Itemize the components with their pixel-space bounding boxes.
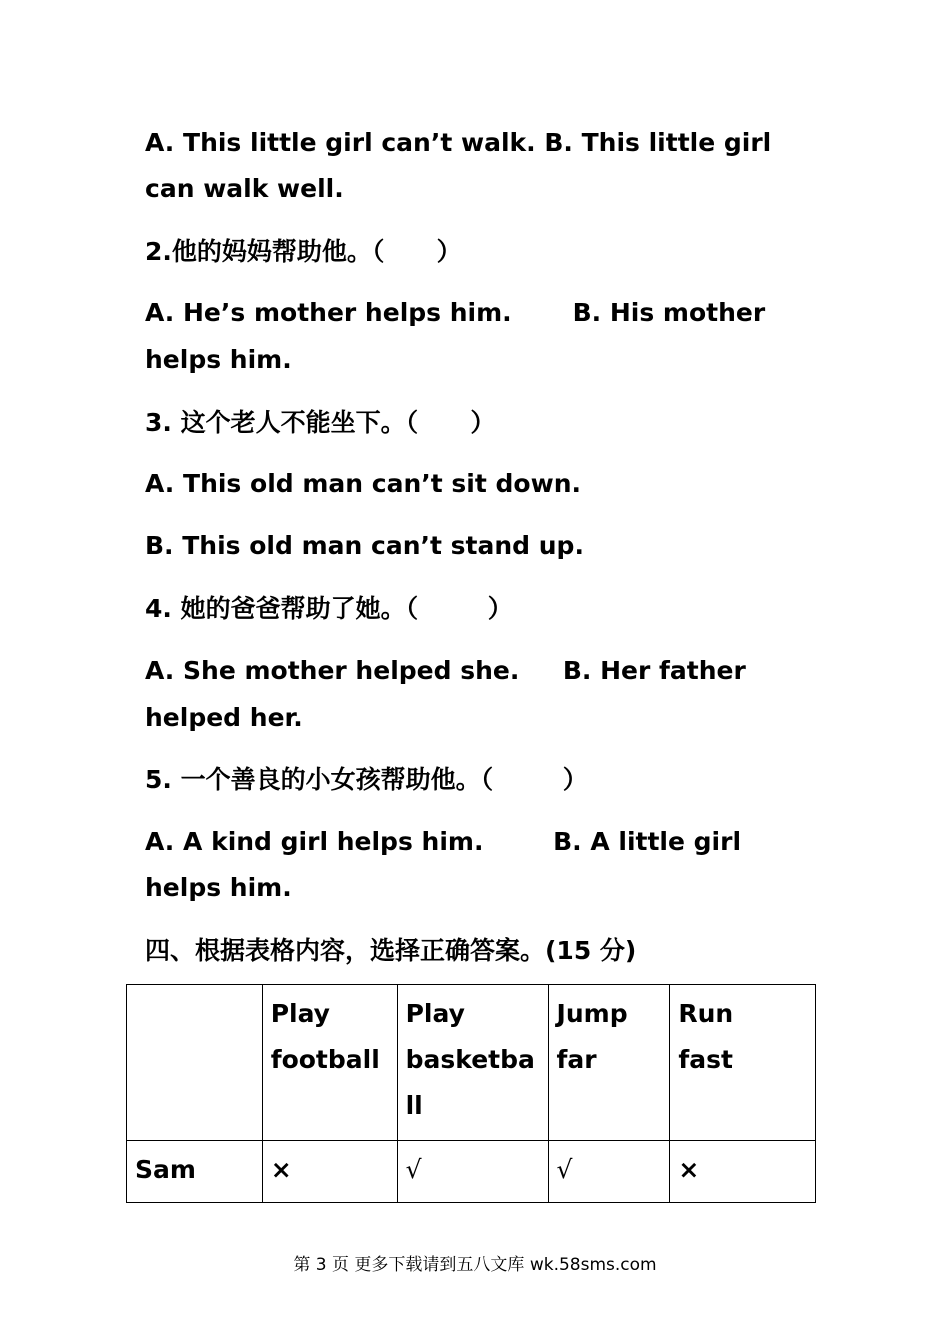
option-q1-line1: A. This little girl can’t walk. B. This little girl bbox=[145, 128, 772, 157]
table-header-play-basketball bbox=[397, 985, 548, 1141]
table-cell-football: × bbox=[262, 1141, 397, 1203]
table-header-jump-far bbox=[548, 985, 670, 1141]
option-q4-line1: A. She mother helped she. B. Her father bbox=[145, 656, 746, 685]
header-label: Play basketba ll bbox=[405, 999, 535, 1120]
option-q3-a: A. This old man can’t sit down. bbox=[145, 469, 581, 498]
option-q3-b: B. This old man can’t stand up. bbox=[145, 531, 584, 560]
table-row bbox=[127, 1141, 816, 1203]
option-q2-line1: A. He’s mother helps him. B. His mother bbox=[145, 298, 766, 327]
table-header-cell-empty bbox=[127, 985, 263, 1141]
table-header-play-football bbox=[262, 985, 397, 1141]
question-5: 5. 一个善良的小女孩帮助他。（ ） bbox=[145, 765, 588, 794]
question-3: 3. 这个老人不能坐下。（ ） bbox=[145, 408, 496, 437]
option-q5-line2: helps him. bbox=[145, 873, 292, 902]
table-header-row bbox=[127, 985, 816, 1141]
question-2: 2.他的妈妈帮助他。（ ） bbox=[145, 237, 462, 266]
option-q2-line2: helps him. bbox=[145, 345, 292, 374]
table-header-run-fast bbox=[670, 985, 816, 1141]
ability-table bbox=[126, 984, 816, 1203]
option-q5-line1: A. A kind girl helps him. B. A little girl bbox=[145, 827, 742, 856]
header-label: Jump far bbox=[556, 999, 628, 1074]
table-cell-name: Sam bbox=[127, 1141, 263, 1203]
page-footer: 第 3 页 更多下载请到五八文库 wk.58sms.com bbox=[293, 1255, 657, 1275]
table-cell-run: × bbox=[670, 1141, 816, 1203]
section-four-heading: 四、根据表格内容，选择正确答案。(15 分) bbox=[145, 936, 637, 965]
header-label: Play football bbox=[270, 999, 380, 1074]
table-cell-jump: √ bbox=[548, 1141, 670, 1203]
table-cell-basketball: √ bbox=[397, 1141, 548, 1203]
option-q4-line2: helped her. bbox=[145, 703, 303, 732]
option-q1-line2: can walk well. bbox=[145, 174, 344, 203]
question-4: 4. 她的爸爸帮助了她。（ ） bbox=[145, 594, 513, 623]
header-label: Run fast bbox=[678, 999, 734, 1074]
